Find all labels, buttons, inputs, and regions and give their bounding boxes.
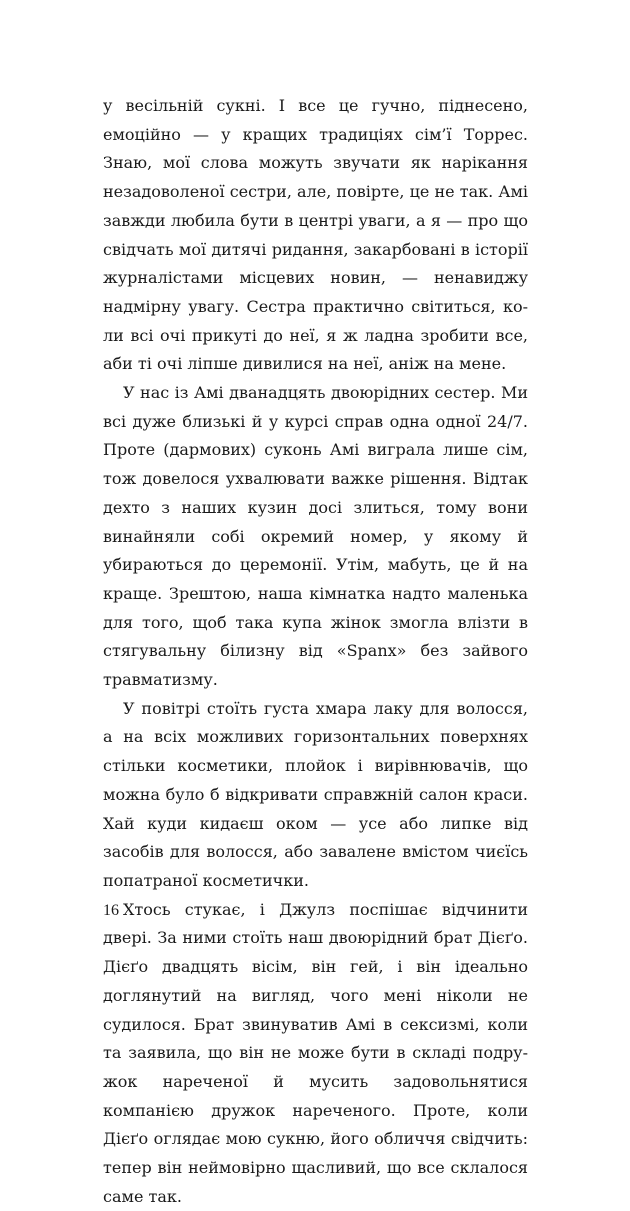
paragraph: Хтось стукає, і Джулз поспішає відчинити двері. За ними стоїть наш двоюрідний брат Дієґо. Дієґо двадцять вісім, він гей, і він ідеально доглянутий на вигляд, чого мені ніколи не судилося. Брат звинуватив Амі в сексизмі, коли та заявила, що він не може бути в складі подружок нареченої й мусить задовольнятися компанією дружок нареченого. Проте, коли Дієґо оглядає мою сукню, його обличчя свідчить: тепер він неймовірно щасливий, що все склалося саме так. [103,899,528,1206]
paragraph: У нас із Амі дванадцять двоюрідних сестер. Ми всі дуже близькі й у курсі справ одна одної 24/7. Проте (дармових) суконь Амі виграла лише сім, тож довелося ухвалювати важке рішення. Відтак дехто з наших кузин досі злиться, тому вони винайняли собі окремий номер, у якому й убираються до церемонії. Утім, мабуть, це й на краще. Зрештою, наша кімнатка надто маленька для того, щоб така купа жінок змогла влізти в стягувальну білизну від «Spanx» без зайвого травматизму. [103,383,528,690]
paragraph: У повітрі стоїть густа хмара лаку для волосся, а на всіх можливих горизонтальних поверхнях стільки косметики, плойок і вирівнювачів, що можна було б відкривати справжній салон краси. Хай куди кидаєш оком — усе або липке від засобів для волосся, або завалене вмістом чиєїсь попатраної косметички. [103,698,528,890]
body-text [103,92,528,1211]
paragraph: у весільній сукні. І все це гучно, піднесено, емоційно — у кращих традиціях сім’ї Торрес. Знаю, мої слова можуть звучати як нарікання незадоволеної сестри, але, повірте, це не так. Амі завжди любила бути в центрі уваги, а я — про що свідчать мої дитячі ридання, закарбовані в історії журналістами місцевих новин, — ненавиджу надмірну увагу. Сестра практично світиться, коли всі очі прикуті до неї, я ж ладна зробити все, аби ті очі ліпше дивилися на неї, аніж на мене. [103,96,528,374]
page-number: 16 [103,902,119,919]
